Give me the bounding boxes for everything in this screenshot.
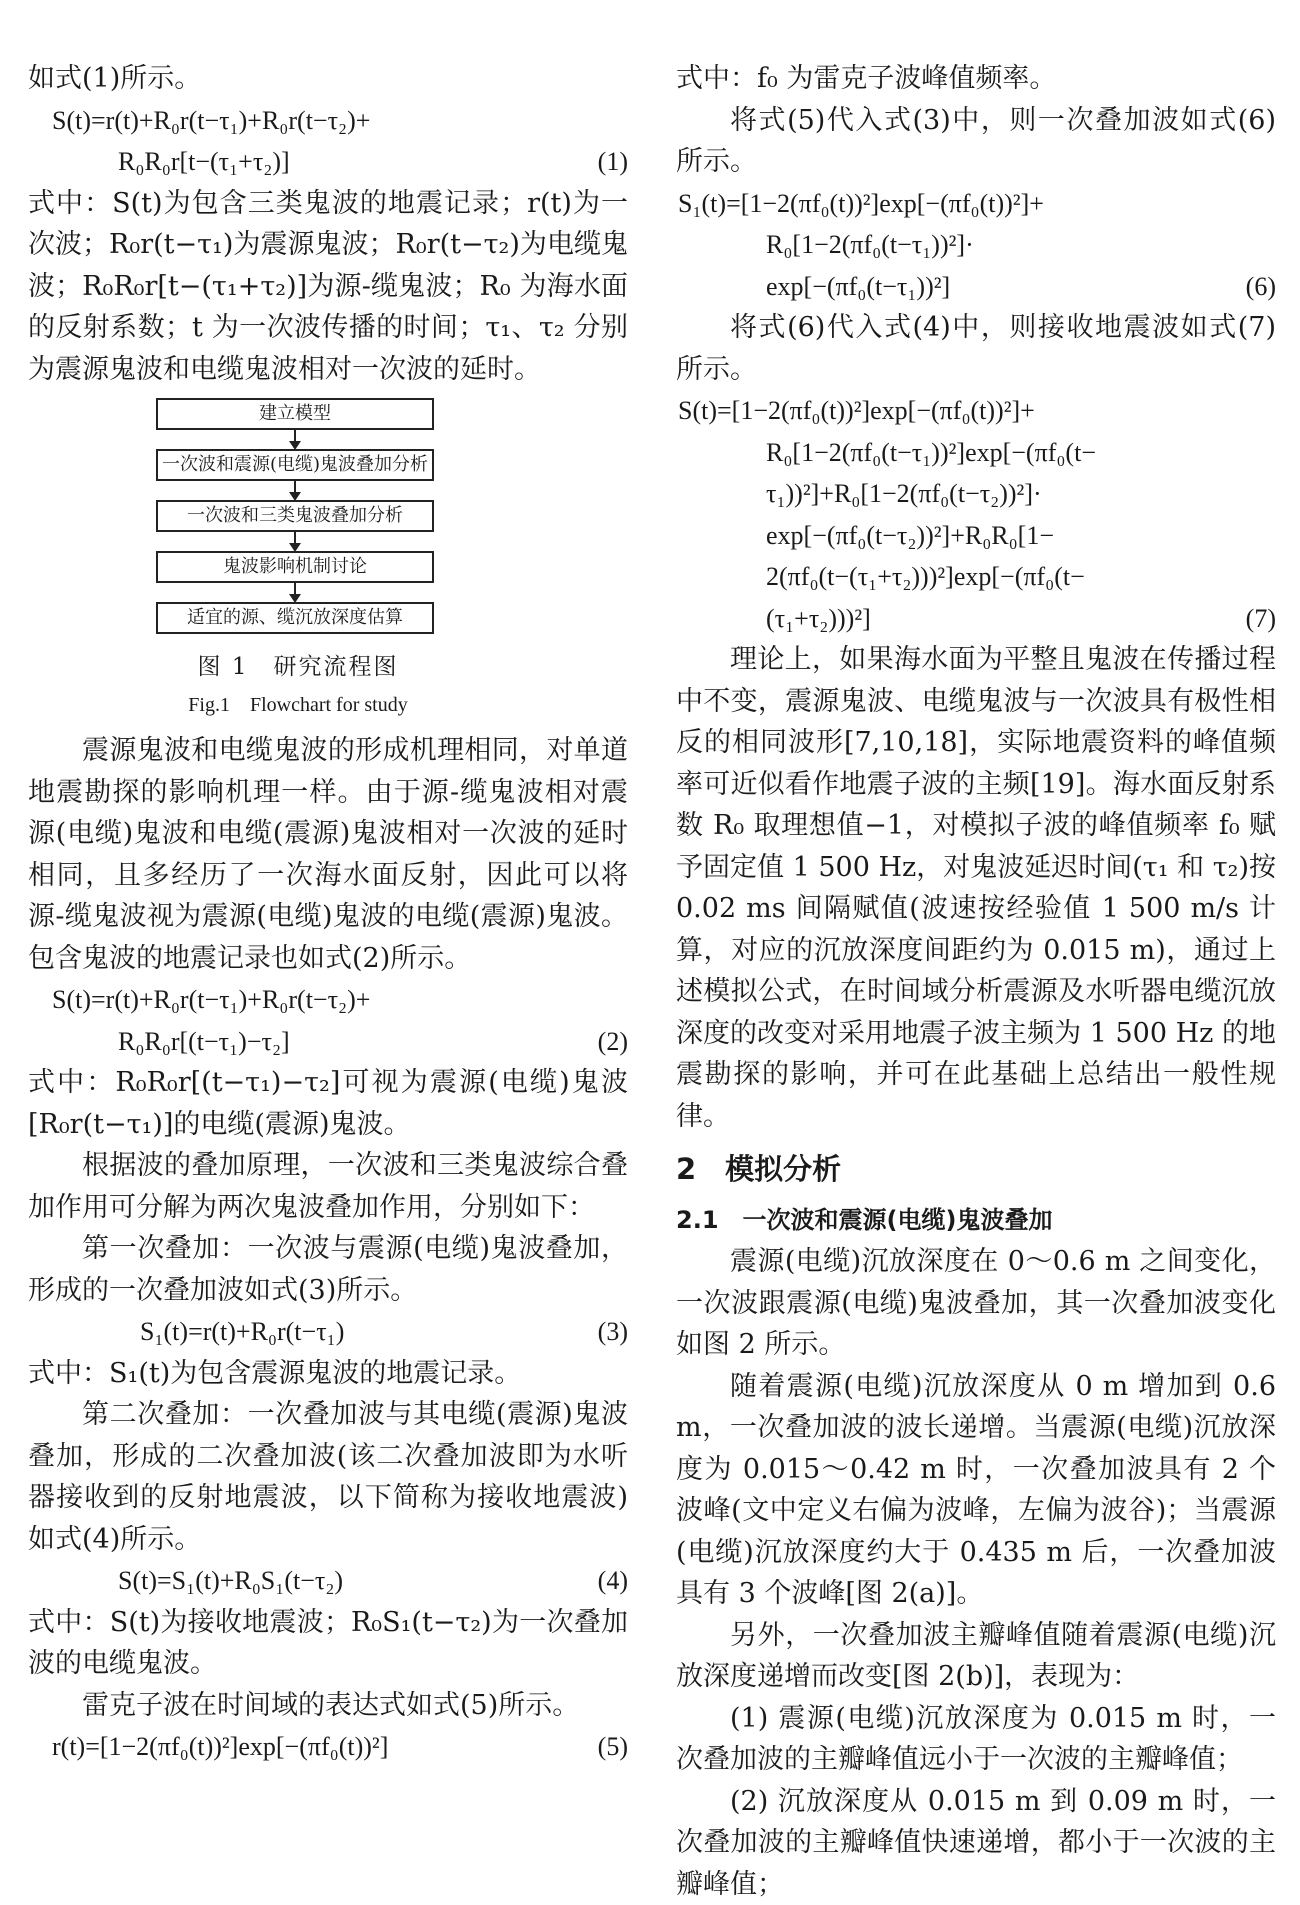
equation-number: (7): [1246, 598, 1276, 640]
subsection-heading: 2.1 一次波和震源(电缆)鬼波叠加: [676, 1199, 1276, 1241]
equation-1-line-2: [28, 141, 628, 183]
equation-7-line-5: [676, 556, 1276, 598]
paragraph: 随着震源(电缆)沉放深度从 0 m 增加到 0.6 m，一次叠加波的波长递增。当震源(电缆)沉放深度为 0.015～0.42 m 时，一次叠加波具有 2 个波峰(文中定义右偏为波峰，左偏为波谷)；当震源(电缆)沉放深度约大于 0.435 m 后，一次叠加波具有 3 个波峰[图 2(a)]。: [676, 1366, 1276, 1615]
equation-number: (4): [598, 1560, 628, 1602]
paragraph: 第二次叠加：一次叠加波与其电缆(震源)鬼波叠加，形成的二次叠加波(该二次叠加波即为水听器接收到的反射地震波，以下简称为接收地震波)如式(4)所示。: [28, 1394, 628, 1560]
paragraph: (1) 震源(电缆)沉放深度为 0.015 m 时，一次叠加波的主瓣峰值远小于一次波的主瓣峰值；: [676, 1698, 1276, 1781]
equation-number: (3): [598, 1311, 628, 1353]
equation-text: τ₁))²]+R₀[1−2(πf₀(t−τ₂))²]·: [766, 479, 1042, 508]
equation-number: (2): [598, 1021, 628, 1063]
paragraph: 理论上，如果海水面为平整且鬼波在传播过程中不变，震源鬼波、电缆鬼波与一次波具有极性相反的相同波形[7,10,18]，实际地震资料的峰值频率可近似看作地震子波的主频[19]。海水面反射系数 R₀ 取理想值−1，对模拟子波的峰值频率 f₀ 赋予固定值 1 500 Hz，对鬼波延迟时间(τ₁ 和 τ₂)按 0.02 ms 间隔赋值(波速按经验值 1 500 m/s 计算，对应的沉放深度间距约为 0.015 m)，通过上述模拟公式，在时间域分析震源及水听器电缆沉放深度的改变对采用地震子波主频为 1 500 Hz 的地震勘探的影响，并可在此基础上总结出一般性规律。: [676, 639, 1276, 1137]
flow-arrow: [294, 532, 296, 550]
equation-2-line-2: [28, 1021, 628, 1063]
equation-text: S₁(t)=r(t)+R₀r(t−τ₁): [140, 1317, 344, 1346]
paragraph: 第一次叠加：一次波与震源(电缆)鬼波叠加，形成的一次叠加波如式(3)所示。: [28, 1228, 628, 1311]
equation-text: exp[−(πf₀(t−τ₁))²]: [766, 272, 950, 301]
paragraph: 式中：S(t)为包含三类鬼波的地震记录；r(t)为一次波；R₀r(t−τ₁)为震源鬼波；R₀r(t−τ₂)为电缆鬼波；R₀R₀r[t−(τ₁+τ₂)]为源-缆鬼波；R₀ 为海水面的反射系数；t 为一次波传播的时间；τ₁、τ₂ 分别为震源鬼波和电缆鬼波相对一次波的延时。: [28, 183, 628, 391]
equation-text: S(t)=S₁(t)+R₀S₁(t−τ₂): [118, 1566, 343, 1595]
figure-1-caption-zh: 图 1 研究流程图: [28, 648, 568, 681]
paragraph: 另外，一次叠加波主瓣峰值随着震源(电缆)沉放深度递增而改变[图 2(b)]，表现为：: [676, 1615, 1276, 1698]
flow-step-3: 一次波和三类鬼波叠加分析: [156, 500, 434, 532]
equation-4: [28, 1560, 628, 1602]
equation-text: (τ₁+τ₂)))²]: [766, 604, 871, 633]
equation-text: 2(πf₀(t−(τ₁+τ₂)))²]exp[−(πf₀(t−: [766, 562, 1085, 591]
equation-6-line-2: [676, 224, 1276, 266]
equation-6-line-1: [676, 183, 1276, 225]
equation-7-line-4: [676, 515, 1276, 557]
equation-7-line-2: [676, 432, 1276, 474]
flow-arrow: [294, 481, 296, 499]
paragraph: 雷克子波在时间域的表达式如式(5)所示。: [28, 1685, 628, 1727]
paragraph: (2) 沉放深度从 0.015 m 到 0.09 m 时，一次叠加波的主瓣峰值快速递增，都小于一次波的主瓣峰值；: [676, 1781, 1276, 1905]
equation-text: R₀[1−2(πf₀(t−τ₁))²]exp[−(πf₀(t−: [766, 438, 1096, 467]
equation-3: [28, 1311, 628, 1353]
paragraph: 震源(电缆)沉放深度在 0～0.6 m 之间变化，一次波跟震源(电缆)鬼波叠加，其一次叠加波变化如图 2 所示。: [676, 1241, 1276, 1366]
paragraph: 将式(6)代入式(4)中，则接收地震波如式(7)所示。: [676, 307, 1276, 390]
figure-1-caption-en: Fig.1 Flowchart for study: [28, 688, 568, 717]
paragraph: 根据波的叠加原理，一次波和三类鬼波综合叠加作用可分解为两次鬼波叠加作用，分别如下：: [28, 1145, 628, 1228]
equation-1-line-1: [28, 100, 628, 142]
equation-7-line-6: [676, 598, 1276, 640]
paragraph: 式中：R₀R₀r[(t−τ₁)−τ₂]可视为震源(电缆)鬼波[R₀r(t−τ₁)]的电缆(震源)鬼波。: [28, 1062, 628, 1145]
paragraph: 将式(5)代入式(3)中，则一次叠加波如式(6)所示。: [676, 100, 1276, 183]
flow-arrow: [294, 430, 296, 448]
equation-text: exp[−(πf₀(t−τ₂))²]+R₀R₀[1−: [766, 521, 1054, 550]
equation-2-line-1: [28, 979, 628, 1021]
equation-text: S(t)=r(t)+R₀r(t−τ₁)+R₀r(t−τ₂)+: [52, 106, 370, 135]
paragraph: 如式(1)所示。: [28, 58, 628, 100]
equation-number: (1): [598, 141, 628, 183]
flow-step-1: 建立模型: [156, 398, 434, 430]
equation-7-line-1: [676, 390, 1276, 432]
equation-text: R₀R₀r[(t−τ₁)−τ₂]: [118, 1027, 290, 1056]
flow-step-2: 一次波和震源(电缆)鬼波叠加分析: [156, 449, 434, 481]
figure-1-flowchart: [28, 398, 628, 780]
equation-text: r(t)=[1−2(πf₀(t))²]exp[−(πf₀(t))²]: [52, 1732, 388, 1761]
paragraph: 式中：S₁(t)为包含震源鬼波的地震记录。: [28, 1353, 628, 1395]
flow-step-4: 鬼波影响机制讨论: [156, 551, 434, 583]
equation-text: S₁(t)=[1−2(πf₀(t))²]exp[−(πf₀(t))²]+: [678, 189, 1044, 218]
section-heading: 2 模拟分析: [676, 1147, 1276, 1191]
equation-number: (5): [598, 1726, 628, 1768]
equation-text: S(t)=[1−2(πf₀(t))²]exp[−(πf₀(t))²]+: [678, 396, 1035, 425]
right-column: [676, 58, 1276, 1905]
equation-6-line-3: [676, 266, 1276, 308]
equation-number: (6): [1246, 266, 1276, 308]
equation-text: R₀[1−2(πf₀(t−τ₁))²]·: [766, 230, 974, 259]
left-column: [28, 58, 628, 1768]
flow-arrow: [294, 583, 296, 601]
paragraph: 震源鬼波和电缆鬼波的形成机理相同，对单道地震勘探的影响机理一样。由于源-缆鬼波相对震源(电缆)鬼波和电缆(震源)鬼波相对一次波的延时相同，且多经历了一次海水面反射，因此可以将源-缆鬼波视为震源(电缆)鬼波的电缆(震源)鬼波。包含鬼波的地震记录也如式(2)所示。: [28, 730, 628, 979]
equation-text: R₀R₀r[t−(τ₁+τ₂)]: [118, 147, 290, 176]
paragraph: 式中：S(t)为接收地震波；R₀S₁(t−τ₂)为一次叠加波的电缆鬼波。: [28, 1602, 628, 1685]
equation-7-line-3: [676, 473, 1276, 515]
flow-step-5: 适宜的源、缆沉放深度估算: [156, 602, 434, 634]
paragraph: 式中：f₀ 为雷克子波峰值频率。: [676, 58, 1276, 100]
equation-text: S(t)=r(t)+R₀r(t−τ₁)+R₀r(t−τ₂)+: [52, 985, 370, 1014]
equation-5: [28, 1726, 628, 1768]
